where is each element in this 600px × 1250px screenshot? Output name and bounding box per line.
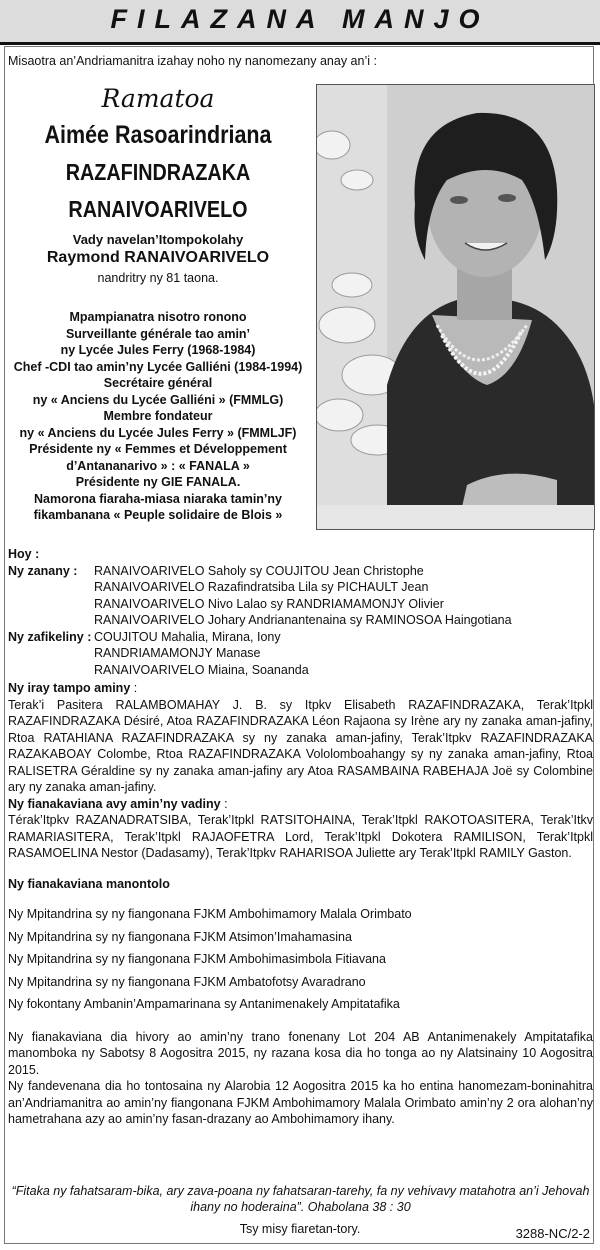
title-line: Namorona fiaraha-miasa niaraka tamin’ny <box>33 491 282 506</box>
in-laws-suffix: : <box>220 796 228 811</box>
title-line: ny « Anciens du Lycée Galliéni » (FMMLG) <box>32 392 284 407</box>
age-text: nandritry ny 81 taona. <box>97 271 219 285</box>
arrangements-gathering: Ny fianakaviana dia hivory ao amin’ny trano fonenany Lot 204 AB Antanimenakely Ampitatafika manomboka ny Sabotsy 8 Aogositra 2015, ny razana kosa dia ho tonga ao ny Alatsinainy 10 Aogositra 2015. <box>8 1029 593 1077</box>
portrait-photo <box>316 84 595 530</box>
list-item: RANAIVOARIVELO Johary Andrianantenaina sy RAMINOSOA Haingotiana <box>94 613 512 627</box>
list-item: Ny fokontany Ambanin’Ampamarinana sy Antanimenakely Ampitatafika <box>8 997 400 1011</box>
grandchildren-label: Ny zafikeliny : <box>8 629 92 644</box>
siblings-suffix: : <box>130 681 138 695</box>
title-line: fikambanana « Peuple solidaire de Blois » <box>33 508 283 522</box>
title-line: ny « Anciens du Lycée Jules Ferry » (FMMLJF) <box>19 425 297 440</box>
title-line: Présidente ny GIE FANALA. <box>75 475 241 489</box>
reference-number: 3288-NC/2-2 <box>515 1226 590 1241</box>
siblings-text: Terak’i Pasitera RALAMBOMAHAY J. B. sy Itpkv Elisabeth RAZAFINDRAZAKA, Terak’Itpkl RAZAFINDRAZAKA Désiré, Atoa RAZAFINDRAZAKA Léon Rajaona sy Irène ary ny zanaka aman-jafiny, Rtoa RATAHIANA RAZAFINDRAZAKA sy ny zanaka aman-jafiny, Terak’Itpkv RAZAFINDRAZAKA RAZAKABOAY Colombe, Rtoa RAZAFINDRAZAKA Vololomboahangy sy ny zanaka aman-jafiny, Rtoa RALISETRA Géraldine sy ny zanaka aman-jafiny ary Atoa RASAMBAINA RABEHAJA Joë sy Colombine ary ny zanaka aman-jafiny. <box>8 697 593 794</box>
extended-family-label: Ny fianakaviana manontolo <box>8 876 170 891</box>
grandchildren-row <box>8 629 593 646</box>
honorific: Ramatoa <box>101 84 215 113</box>
list-item: Ny Mpitandrina sy ny fiangonana FJKM Ambohimasimbola Fitiavana <box>8 952 386 966</box>
list-item: RANDRIAMAMONJY Manase <box>94 646 261 660</box>
deceased-name-first: Aimée Rasoarindriana <box>44 121 272 149</box>
siblings-heading <box>8 680 593 697</box>
in-laws-text: Térak’Itpkv RAZANADRATSIBA, Terak’Itpkl RATSITOHAINA, Terak’Itpkl RAKOTOASITERA, Terak’Itkv RAMARIASITERA, Terak’Itpkl RAJAOFETRA Lord, Terak’Itpkl Dokotera RAMILISON, Terak’Itpkl RASAMOELINA Nestor (Dadasamy), Terak’Itpkv RAHARISOA Juliette ary Terak’Itpkl RAMILY Gaston. <box>8 813 593 860</box>
title-line: Mpampianatra nisotro ronono <box>69 310 247 324</box>
page-title: FILAZANA MANJO <box>110 4 490 34</box>
family-section <box>8 546 593 1128</box>
deceased-name-third: RANAIVOARIVELO <box>68 196 248 222</box>
title-line: Surveillante générale tao amin’ <box>65 326 251 341</box>
list-item: RANAIVOARIVELO Razafindratsiba Lila sy PICHAULT Jean <box>94 580 429 594</box>
title-line: Présidente ny « Femmes et Développement <box>29 442 287 456</box>
list-item: Ny Mpitandrina sy ny fiangonana FJKM Ambatofotsy Avaradrano <box>8 974 366 989</box>
spouse-name: Raymond RANAIVOARIVELO <box>46 249 270 266</box>
deceased-name-second: RAZAFINDRAZAKA <box>65 159 251 185</box>
title-line: d’Antananarivo » : « FANALA » <box>66 458 250 473</box>
list-item: COUJITOU Mahalia, Mirana, Iony <box>94 629 281 644</box>
list-item: RANAIVOARIVELO Nivo Lalao sy RANDRIAMAMONJY Olivier <box>94 596 444 611</box>
children-row <box>8 563 593 580</box>
list-item: RANAIVOARIVELO Saholy sy COUJITOU Jean Christophe <box>94 563 424 578</box>
arrangements-funeral: Ny fandevenana dia ho tontosaina ny Alarobia 12 Aogositra 2015 ka ho entina hanomezam-boninahitra an’Andriamanitra ao amin’ny fiangonana FJKM Ambohimamory Malala Orimbato amin’ny 2 ora alohan’ny hametrahana azy ao amin’ny fasan-drazany ao Ambohimamory ihany. <box>8 1079 593 1126</box>
bible-quote: “Fitaka ny fahatsaram-bika, ary zava-poana ny fahatsaran-tarehy, fa ny vehivavy matahotra an’i Jehovah ihany no hoderaina”. Ohabolana 38 : 30 <box>11 1184 590 1214</box>
list-item: Ny Mpitandrina sy ny fiangonana FJKM Atsimon’Imahamasina <box>8 929 352 944</box>
children-label: Ny zanany : <box>8 563 78 578</box>
in-laws-heading <box>8 796 593 813</box>
spouse-intro: Vady navelan’Itompokolahy <box>72 232 244 247</box>
title-line: ny Lycée Jules Ferry (1968-1984) <box>60 343 256 357</box>
list-item: RANAIVOARIVELO Miaina, Soananda <box>94 662 309 677</box>
siblings-label: Ny iray tampo aminy <box>8 681 131 695</box>
header-bar <box>0 0 600 45</box>
titles-list <box>8 309 308 524</box>
title-line: Secrétaire général <box>103 376 213 390</box>
title-line: Chef -CDI tao amin’ny Lycée Galliéni (1984-1994) <box>13 359 303 374</box>
title-line: Membre fondateur <box>103 409 213 423</box>
in-laws-label: Ny fianakaviana avy amin’ny vadiny <box>8 796 221 811</box>
hoy-label: Hoy : <box>8 547 40 561</box>
footer-note: Tsy misy fiaretan-tory. <box>239 1222 361 1236</box>
intro-text: Misaotra an’Andriamanitra izahay noho ny nanomezany anay an’i : <box>8 54 377 68</box>
list-item: Ny Mpitandrina sy ny fiangonana FJKM Ambohimamory Malala Orimbato <box>8 907 412 921</box>
